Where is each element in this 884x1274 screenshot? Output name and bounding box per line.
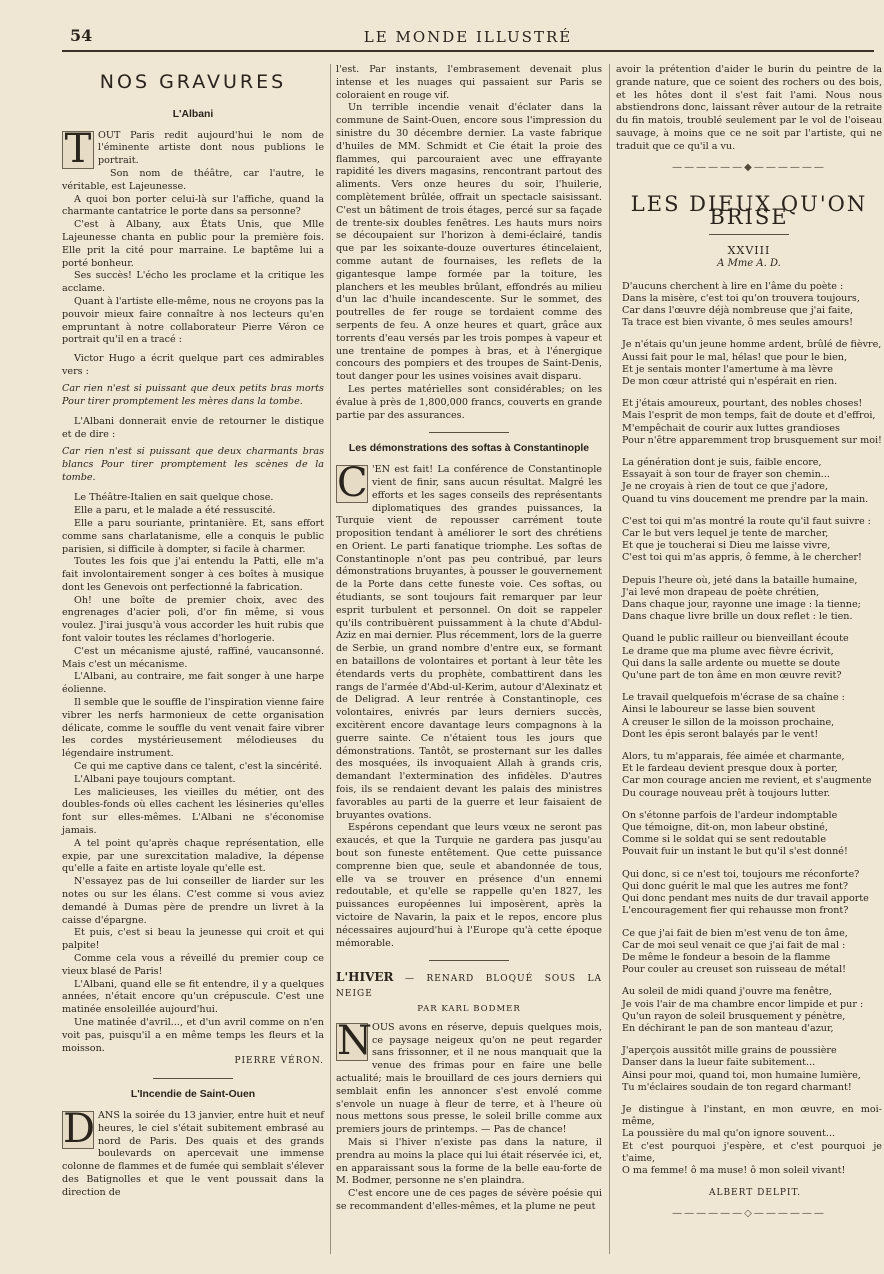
paragraph: N'essayez pas de lui conseiller de liarder sur les notes ou sur les élans. C'est comme si vous aviez demandé à Dumas père de prendre un livret à la caisse d'épargne.	[62, 876, 324, 926]
paragraph: Les pertes matérielles sont considérables; on les évalue à près de 1,800,000 francs, couverts en grande partie par des assurances.	[336, 383, 602, 421]
poem-line: Ainsi le laboureur se lasse bien souvent	[622, 704, 816, 716]
paragraph: L'Albani, au contraire, me fait songer à une harpe éolienne.	[62, 671, 324, 696]
verse-quote: Car rien n'est si puissant que deux charmants bras blancs Pour tirer promptement les scènes de la tombe.	[62, 445, 324, 483]
poem-stanza	[622, 398, 882, 447]
poem-line: Pour n'être apparemment trop brusquement sur moi!	[622, 434, 882, 446]
poem-line: Tu m'éclaires soudain de ton regard charmant!	[622, 1081, 852, 1093]
poem-line: En déchirant le pan de son manteau d'azur,	[622, 1022, 834, 1034]
paragraph: Son nom de théâtre, car l'autre, le véritable, est Lajeunesse.	[62, 167, 324, 192]
poem-line: Du courage nouveau prêt à toujours lutter.	[622, 787, 831, 799]
paragraph: C 'EN est fait! La conférence de Constantinople vient de finir, sans aucun résultat. Malgré les efforts et les sages conseils des représentants diplomatiques des grandes puissances, la Turquie vient de repousser carrément toute proposition tendant à améliorer le sort des chrétiens en Orient. Le parti fanatique triomphe. Les softas de Constantinople n'ont pas peu contribué, par leurs démonstrations bruyantes, à pousser le gouvernement de la Porte dans cette funeste voie. Ces softas, ou étudiants, se sont toujours fait remarquer par leur esprit turbulent et personnel. On doit se rappeler qu'ils contribuèrent puissamment à la chute d'Abdul-Aziz en mai dernier. Plus récemment, lors de la guerre de Serbie, un grand nombre d'entre eux, se formant en bataillons de volontaires et portant à leur tête les étendards verts du prophète, combattirent dans les rangs de l'armée d'Abd-ul-Kerim, autour d'Alexinatz et de Deligrad. A leur rentrée à Constantinople, ces volontaires, enivrés par leurs derniers succès, excitèrent encore davantage leurs compagnons à la guerre sainte. Ce n'étaient tous les jours que démonstrations. Tantôt, se prosternant sur les dalles des mosquées, ils invoquaient Allah à grands cris, demandant l'extermination des infidèles. D'autres fois, ils se rendaient devant les palais des ministres favorables au parti de la guerre et leur faisaient de bruyantes ovations.	[336, 460, 602, 821]
poem-dedication: A Mme A. D.	[717, 257, 781, 269]
divider	[429, 432, 509, 433]
dropcap: C	[337, 460, 368, 507]
poem-line: C'est toi qui m'as appris, ô femme, à le chercher!	[622, 552, 862, 564]
poem-line: De même le fondeur a besoin de la flamme	[622, 951, 831, 963]
poem-line: Alors, tu m'apparais, fée aimée et charmante,	[622, 751, 845, 763]
poem-line: Je distingue à l'instant, en mon œuvre, en moi-même,	[622, 1103, 882, 1128]
poem-line: Ainsi pour moi, quand toi, mon humaine lumière,	[622, 1069, 861, 1081]
paragraph: Toutes les fois que j'ai entendu la Patti, elle m'a fait involontairement songer à ces boîtes à musique dont les Genevois ont perfectionné la fabrication.	[62, 556, 324, 593]
paragraph: Les malicieuses, les vieilles du métier, ont des doubles-fonds où elles cachent les lésineries qu'elles font sur elles-mêmes. L'Albani ne s'économise jamais.	[62, 786, 324, 837]
poem-line: Qu'un rayon de soleil brusquement y pénètre,	[622, 1010, 846, 1022]
paragraph: l'est. Par instants, l'embrasement devenait plus intense et les nuages qui passaient sur Paris se coloraient en rouge vif.	[336, 64, 602, 101]
paragraph: Comme cela vous a réveillé du premier coup ce vieux blasé de Paris!	[62, 953, 324, 977]
poem-stanza	[622, 751, 882, 800]
page-number: 54	[70, 26, 93, 45]
poem-line: Et j'étais amoureux, pourtant, des nobles choses!	[622, 398, 863, 410]
poem-line: On s'étonne parfois de l'ardeur indomptable	[622, 809, 838, 821]
paragraph: C'est un mécanisme ajusté, raffiné, vaucansonné. Mais c'est un mécanisme.	[62, 645, 324, 670]
ornament-divider: ——————◇——————	[672, 1207, 826, 1219]
poem-stanza	[622, 457, 882, 506]
paragraph: Un terrible incendie venait d'éclater dans la commune de Saint-Ouen, encore sous l'impression du sinistre du 30 décembre dernier. La vaste fabrique d'huiles de MM. Schmidt et Cie était la proie des flammes, qui parcouraient avec une effrayante rapidité les divers magasins, rencontrant partout des aliments. Vers onze heures du soir, l'huilerie, complètement brûlée, offrait un spectacle saisissant. C'est un bâtiment de trois étages, percé sur sa façade de trente-six doubles fenêtres. Les hauts murs noirs se découpaient sur l'horizon à demi-éclairé, tandis que par les soixante-douze ouvertures étincelaient, comme autant de fournaises, les reflets de la gigantesque lampe formée par la toiture, les planchers et les meubles brûlant, effondrés au milieu d'un lac d'huile incandescente. Sur le sommet, des poutrelles de fer rouge se tordaient comme des serpents de feu. A onze heures et quart, grâce aux torrents d'eau versés par les trois pompes à vapeur et une trentaine de pompes à bras, et à l'énergique concours des pompiers et des troupes de Saint-Denis, tout danger pour les usines voisines avait disparu.	[336, 102, 602, 383]
column-2	[336, 64, 602, 1214]
poem-line: Que témoigne, dit-on, mon labeur obstiné,	[622, 822, 828, 834]
poem-line: Je vois l'air de ma chambre encor limpide et pur :	[622, 998, 864, 1010]
paragraph: Espérons cependant que leurs vœux ne seront pas exaucés, et que la Turquie ne gardera pas jusqu'au bout son funeste entêtement. Que cette puissance comprenne bien que, seule et abandonnée de tous, elle va se trouver en présence d'un ennemi redoutable, et qu'elle se rappelle qu'en 1827, les puissances européennes lui imposèrent, après la victoire de Navarin, la paix et le repos, encore plus nécessaires aujourd'hui à l'Europe qu'à cette époque mémorable.	[336, 822, 602, 949]
ornament-divider: ——————◆——————	[672, 161, 826, 173]
paragraph: N OUS avons en réserve, depuis quelques mois, ce paysage neigeux qu'on ne peut regarder sans frissonner, et il ne nous manquait que la venue des frimas pour en faire une belle actualité; mais le brouillard de ces jours derniers qui semblait enfin les annoncer s'est envolé comme s'envole un nuage à fleur de terre, et à l'heure où nous mettons sous presse, le soleil brille comme aux premiers jours de printemps. — Pas de chance!	[336, 1017, 602, 1136]
paragraph: L'Albani, quand elle se fit entendre, il y a quelques années, n'était encore qu'un crépuscule. C'est une matinée ensoleillée aujourd'hui.	[62, 978, 324, 1016]
poem-number: XXVIII	[727, 243, 771, 257]
poem-line: Comme si le soldat qui se sent redoutable	[622, 834, 827, 846]
paragraph: C'est encore une de ces pages de sévère poésie qui se recommandent d'elles-mêmes, et la plume ne peut	[336, 1188, 602, 1212]
paragraph: Quant à l'artiste elle-même, nous ne croyons pas la pouvoir mieux faire connaître à nos lecteurs qu'en empruntant à notre collaborateur Pierre Véron ce portrait qu'il en a tracé :	[62, 295, 324, 346]
poem-line: Qui donc guérit le mal que les autres me font?	[622, 880, 849, 892]
paragraph: L'Albani paye toujours comptant.	[74, 773, 236, 785]
article-title-incendie: L'Incendie de Saint-Ouen	[130, 1089, 256, 1101]
paragraph: C'est à Albany, aux États Unis, que Mlle Lajeunesse chanta en public pour la première fois. Elle prit la cité pour marraine. Le baptême lui a porté bonheur.	[62, 219, 324, 269]
paragraph: D ANS la soirée du 13 janvier, entre huit et neuf heures, le ciel s'était subitement embrasé au nord de Paris. Des quais et des grands boulevards on apercevait une immense colonne de flammes et de fumée qui semblait s'élever des Batignolles et que le vent poussait dans la direction de	[62, 1105, 324, 1198]
poem-line: Car le but vers lequel je tente de marcher,	[622, 528, 829, 540]
poem-line: Et c'est pourquoi j'espère, et c'est pourquoi je t'aime,	[622, 1140, 882, 1164]
poem-line: Qui donc, si ce n'est toi, toujours me réconforte?	[622, 868, 860, 880]
verse-quote: Car rien n'est si puissant que deux petits bras morts Pour tirer promptement les mères dans la tombe.	[62, 382, 324, 407]
poem-line: Au soleil de midi quand j'ouvre ma fenêtre,	[622, 986, 832, 998]
page-header	[62, 26, 874, 48]
journal-title: LE MONDE ILLUSTRÉ	[363, 28, 573, 46]
poem-stanza	[622, 633, 882, 682]
poem-line: Pour couler au creuset son ruisseau de métal!	[622, 964, 847, 976]
signature: ALBERT DELPIT.	[708, 1188, 802, 1199]
poem-stanza	[622, 281, 882, 330]
poem-line: Car dans l'œuvre déjà nombreuse que j'ai faite,	[622, 304, 854, 316]
poem-line: Qu'une part de ton âme en mon œuvre revit?	[622, 670, 842, 682]
paragraph: avoir la prétention d'aider le burin du peintre de la grande nature, que ce soient des rochers ou des bois, et les hôtes dont il s'est fait l'ami. Nous nous abstiendrons donc, laissant rêver autour de la retraite du fin matois, troublé seulement par le vol de l'oiseau sauvage, à moins que ce ne soit par l'artiste, qui ne traduit que ce qu'il a vu.	[616, 64, 882, 152]
poem-line: Quand le public railleur ou bienveillant écoute	[622, 633, 849, 645]
header-rule	[62, 50, 874, 52]
paragraph: Et puis, c'est si beau la jeunesse qui croit et qui palpite!	[62, 927, 324, 952]
paragraph: Le Théâtre-Italien en sait quelque chose.	[74, 492, 274, 504]
divider	[153, 1078, 233, 1079]
paragraph: Elle a paru, et le malade a été ressuscité.	[74, 505, 276, 517]
poem-stanza	[622, 339, 882, 388]
poem-stanza	[622, 1104, 882, 1177]
poem-line: Qui donc pendant mes nuits de dur travail apporte	[622, 893, 869, 905]
poem-line: Ta trace est bien vivante, ô mes seules amours!	[622, 317, 853, 329]
divider	[709, 234, 789, 235]
poem-line: A creuser le sillon de la moisson prochaine,	[622, 716, 835, 728]
paragraph: Ses succès! L'écho les proclame et la critique les acclame.	[62, 270, 324, 295]
poem-line: Dans chaque livre brille un doux reflet : le tien.	[622, 611, 853, 623]
paragraph: Mais si l'hiver n'existe pas dans la nature, il prendra au moins la place qui lui était réservée ici, et, en apparaissant sous la forme de la belle eau-forte de M. Bodmer, personne ne s'en plaindra.	[336, 1136, 602, 1187]
poem-stanza	[622, 692, 882, 741]
paragraph: Il semble que le souffle de l'inspiration vienne faire vibrer les nerfs harmonieux de cette organisation délicate, comme le souffle du vent venait faire vibrer les cordes mystérieusement mélodieuses du légendaire instrument.	[62, 697, 324, 760]
dropcap: N	[337, 1017, 372, 1064]
poem-stanza	[622, 1045, 882, 1094]
poem-line: Ce que j'ai fait de bien m'est venu de ton âme,	[622, 927, 848, 939]
poem-line: Essayait à son tour de frayer son chemin...	[622, 469, 830, 481]
poem-line: Et que je toucherai si Dieu me laisse vivre,	[622, 540, 831, 552]
poem-line: Et je sentais monter l'amertume à ma lèvre	[622, 363, 833, 375]
poem-line: M'empêchait de courir aux luttes grandioses	[622, 422, 840, 434]
poem-stanza	[622, 928, 882, 977]
poem-line: Depuis l'heure où, jeté dans la bataille humaine,	[622, 574, 858, 586]
poem-line: Le travail quelquefois m'écrase de sa chaîne :	[622, 692, 845, 704]
poem-line: Pouvait fuir un instant le but qu'il s'est donné!	[622, 846, 848, 858]
article-byline: PAR KARL BODMER	[417, 1003, 521, 1014]
paragraph: Ce qui me captive dans ce talent, c'est la sincérité.	[74, 761, 323, 773]
article-title-albani: L'Albani	[172, 108, 214, 120]
signature: PIERRE VÉRON.	[234, 1056, 324, 1067]
poem-line: Qui dans la salle ardente ou muette se doute	[622, 657, 841, 669]
divider	[429, 960, 509, 961]
paragraph: A quoi bon porter celui-là sur l'affiche, quand la charmante cantatrice le porte dans sa personne?	[62, 193, 324, 218]
poem-line: Je n'étais qu'un jeune homme ardent, brûlé de fièvre,	[622, 339, 882, 351]
poem-stanza	[622, 810, 882, 859]
poem-line: De mon cœur attristé qui n'espérait en rien.	[622, 375, 838, 387]
poem-line: Et le fardeau devient presque doux à porter,	[622, 763, 838, 775]
dropcap: T	[62, 131, 94, 169]
poem-line: Je ne croyais à rien de tout ce que j'adore,	[622, 481, 829, 493]
poem-stanza	[622, 516, 882, 565]
poem-line: Car mon courage ancien me revient, et s'augmente	[622, 775, 872, 787]
poem-line: Quand tu vins doucement me prendre par la main.	[622, 493, 869, 505]
column-separator	[609, 64, 610, 1254]
poem-line: La génération dont je suis, faible encore,	[622, 457, 822, 468]
poem-stanza	[622, 986, 882, 1035]
paragraph: Victor Hugo a écrit quelque part ces admirables vers :	[62, 353, 324, 377]
poem-line: Mais l'esprit de mon temps, fait de doute et d'effroi,	[622, 410, 876, 422]
poem-title: LES DIEUX QU'ON BRISE	[630, 192, 868, 230]
paragraph: Une matinée d'avril..., et d'un avril comme on n'en voit pas, puisqu'il a en même temps les fleurs et la moisson.	[62, 1016, 324, 1054]
dropcap: D	[63, 1105, 96, 1152]
section-title: NOS GRAVURES	[99, 71, 287, 93]
paragraph: Oh! une boîte de premier choix, avec des engrenages d'acier poli, d'or fin même, si vous voulez. J'irai jusqu'à vous accorder les huit rubis que font valoir toutes les réclames d'horlogerie.	[62, 594, 324, 645]
poem-line: Aussi fait pour le mal, hélas! que pour le bien,	[622, 351, 847, 363]
paragraph: Elle a paru souriante, printanière. Et, sans effort comme sans charlatanisme, elle a conquis le public parisien, si difficile à dompter, si facile à charmer.	[62, 517, 324, 555]
poem-line: Dans la misère, c'est toi qu'on trouvera toujours,	[622, 292, 860, 304]
poem-line: Danser dans la lueur faite subitement...	[622, 1057, 816, 1069]
column-1	[62, 64, 324, 1200]
poem-stanza	[622, 575, 882, 624]
paragraph: A tel point qu'après chaque représentation, elle expie, par une surexcitation maladive, la dépense qu'elle a faite en artiste loyale qu'elle est.	[62, 837, 324, 875]
column-separator	[330, 64, 331, 1254]
paragraph: L'Albani donnerait envie de retourner le distique et de dire :	[62, 416, 324, 441]
poem-line: J'aperçois aussitôt mille grains de poussière	[622, 1045, 837, 1057]
poem-line: Le drame que ma plume avec fièvre écrivit,	[622, 645, 834, 657]
poem-line: Dans chaque jour, rayonne une image : la tienne;	[622, 599, 861, 611]
paragraph: T OUT Paris redit aujourd'hui le nom de l'éminente artiste dont nous publions le portrait.	[62, 130, 324, 168]
poem-line: D'aucuns cherchent à lire en l'âme du poète :	[622, 280, 844, 292]
poem-body	[616, 281, 882, 1178]
poem-line: O ma femme! ô ma muse! ô mon soleil vivant!	[622, 1164, 846, 1176]
poem-line: C'est toi qui m'as montré la route qu'il faut suivre :	[622, 515, 871, 527]
poem-line: J'ai levé mon drapeau de poète chrétien,	[622, 586, 820, 598]
poem-stanza	[622, 869, 882, 918]
article-title-hiver: L'HIVER — RENARD BLOQUÉ SOUS LA NEIGE	[336, 970, 602, 1000]
column-3	[616, 64, 882, 1229]
poem-line: Dont les épis seront balayés par le vent!	[622, 728, 819, 740]
poem-line: Car de moi seul venait ce que j'ai fait de mal :	[622, 939, 846, 951]
article-title-softas: Les démonstrations des softas à Constantinople	[348, 443, 590, 455]
poem-line: La poussière du mal qu'on ignore souvent...	[622, 1128, 836, 1140]
poem-line: L'encouragement fier qui rehausse mon front?	[622, 905, 849, 917]
